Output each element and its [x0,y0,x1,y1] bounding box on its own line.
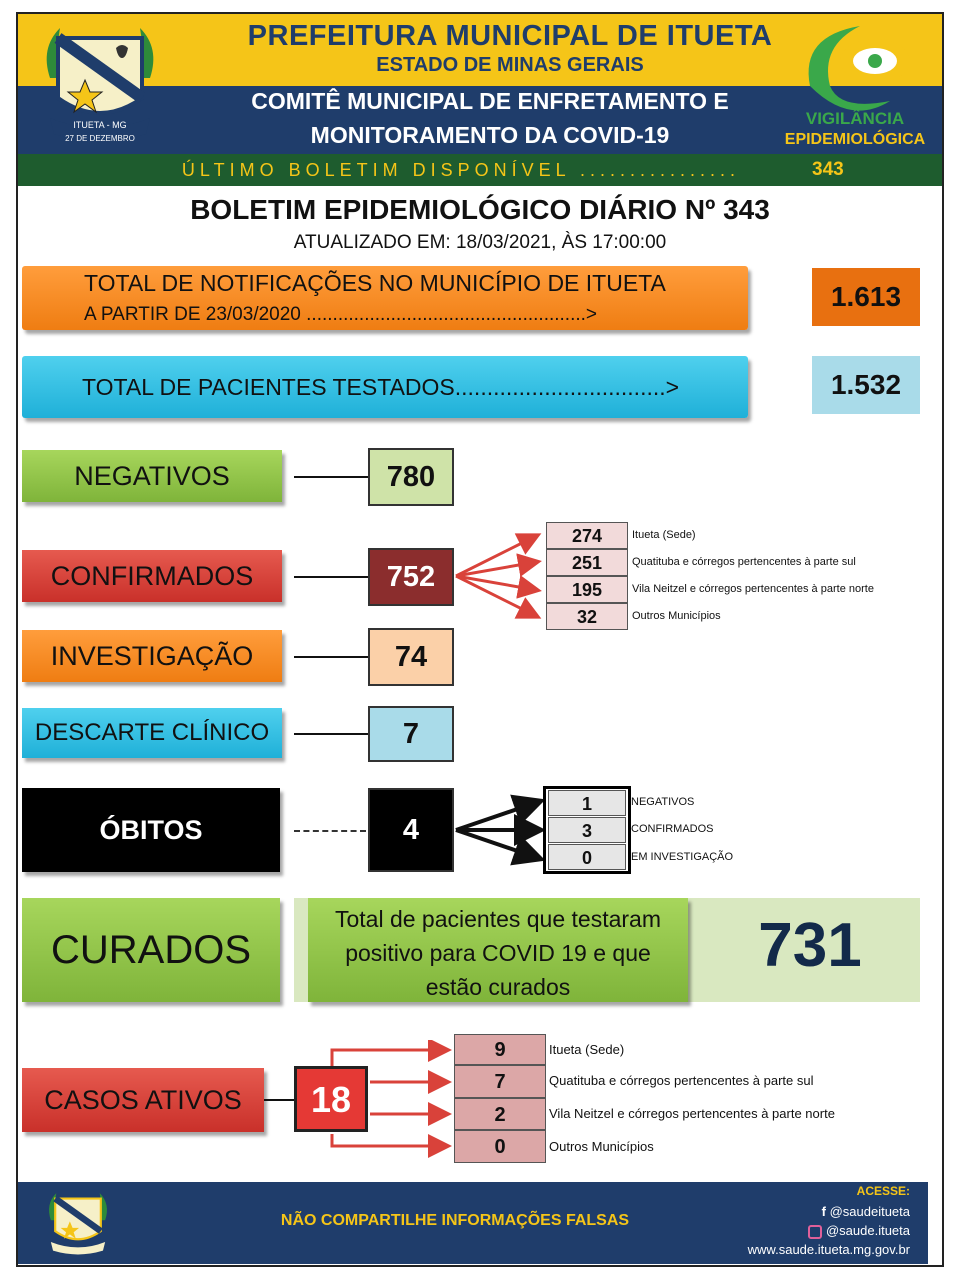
deaths-value: 4 [368,788,454,872]
notifications-since: A PARTIR DE 23/03/2020 .....................................................> [84,304,598,325]
tested-value: 1.532 [812,356,920,414]
bulletin-updated: ATUALIZADO EM: 18/03/2021, ÀS 17:00:00 [293,232,667,253]
last-bulletin-number: 343 [812,159,844,180]
clinical-discard-value: 7 [368,706,454,762]
header-committee-line2: MONITORAMENTO DA COVID-19 [310,122,670,148]
confirmed-sul-value: 251 [546,549,628,576]
active-cases-arrows-icon [330,1040,454,1160]
bulletin-title: BOLETIM EPIDEMIOLÓGICO DIÁRIO Nº 343 [190,194,770,225]
facebook-icon: f [821,1204,826,1219]
deaths-investigation-status: EM INVESTIGAÇÃO [631,851,734,863]
confirmed-sede-value: 274 [546,522,628,549]
svg-text:EPIDEMIOLÓGICA: EPIDEMIOLÓGICA [784,131,926,148]
clinical-discard-connector [294,733,368,735]
deaths-confirmed-value: 3 [548,817,626,843]
active-sede-value: 9 [454,1034,546,1065]
negatives-value: 780 [368,448,454,506]
vigilancia-logo-icon [780,16,930,152]
cured-description: Total de pacientes que testaram positivo para COVID 19 e que estão curados [308,898,688,1002]
active-cases-value: 18 [294,1066,368,1132]
header-title: PREFEITURA MUNICIPAL DE ITUETA [247,20,773,52]
confirmed-outros-place: Outros Municípios [632,610,721,622]
active-norte-place: Vila Neitzel e córregos pertencentes à parte norte [549,1106,835,1121]
city-crest-icon [30,18,170,148]
header-state: ESTADO DE MINAS GERAIS [376,54,644,76]
last-bulletin-label: ÚLTIMO BOLETIM DISPONÍVEL ................ [181,160,740,180]
notifications-label: TOTAL DE NOTIFICAÇÕES NO MUNICÍPIO DE ITUETA [84,270,666,296]
cured-label: CURADOS [22,898,280,1002]
negatives-label: NEGATIVOS [22,450,282,502]
active-sede-place: Itueta (Sede) [549,1042,625,1057]
negatives-connector [294,476,368,478]
header-committee-line1: COMITÊ MUNICIPAL DE ENFRETAMENTO E [251,88,729,114]
footer-message: NÃO COMPARTILHE INFORMAÇÕES FALSAS [280,1212,630,1229]
active-outros-place: Outros Municípios [549,1139,654,1154]
cured-value: 731 [758,911,862,980]
footer-instagram[interactable] [700,1223,910,1239]
deaths-investigation-value: 0 [548,844,626,870]
footer-crest-icon [40,1186,116,1260]
deaths-negative-value: 1 [548,790,626,816]
investigation-value: 74 [368,628,454,686]
deaths-arrows-icon [452,790,548,870]
confirmed-value: 752 [368,548,454,606]
notifications-banner [22,266,748,330]
confirmed-connector [294,576,368,578]
deaths-connector [294,830,366,832]
deaths-confirmed-status: CONFIRMADOS [631,823,714,835]
instagram-icon [808,1225,822,1239]
footer-facebook[interactable] [700,1204,910,1219]
confirmed-arrows-icon [452,520,548,630]
instagram-handle: @saude.itueta [825,1223,910,1238]
investigation-connector [294,656,368,658]
active-cases-connector [264,1099,294,1101]
svg-text:ITUETA - MG: ITUETA - MG [73,120,127,130]
confirmed-sul-place: Quatituba e córregos pertencentes à parte sul [632,556,856,568]
deaths-label: ÓBITOS [22,788,280,872]
active-norte-value: 2 [454,1098,546,1130]
active-outros-value: 0 [454,1130,546,1163]
confirmed-outros-value: 32 [546,603,628,630]
active-sul-place: Quatituba e córregos pertencentes à parte sul [549,1073,814,1088]
footer-acesse: ACESSE: [856,1184,910,1198]
tested-label: TOTAL DE PACIENTES TESTADOS.................................> [82,374,680,400]
confirmed-label: CONFIRMADOS [22,550,282,602]
active-cases-label: CASOS ATIVOS [22,1068,264,1132]
tested-banner [22,356,748,418]
footer-website[interactable]: www.saude.itueta.mg.gov.br [747,1242,910,1257]
investigation-label: INVESTIGAÇÃO [22,630,282,682]
deaths-negative-status: NEGATIVOS [631,796,695,808]
confirmed-norte-place: Vila Neitzel e córregos pertencentes à parte norte [632,583,874,595]
svg-text:VIGILÂNCIA: VIGILÂNCIA [805,109,905,128]
confirmed-norte-value: 195 [546,576,628,603]
svg-text:27 DE DEZEMBRO: 27 DE DEZEMBRO [65,134,135,143]
facebook-handle: @saudeitueta [829,1204,910,1219]
clinical-discard-label: DESCARTE CLÍNICO [22,708,282,758]
confirmed-sede-place: Itueta (Sede) [632,529,696,541]
active-sul-value: 7 [454,1065,546,1098]
notifications-value: 1.613 [812,268,920,326]
